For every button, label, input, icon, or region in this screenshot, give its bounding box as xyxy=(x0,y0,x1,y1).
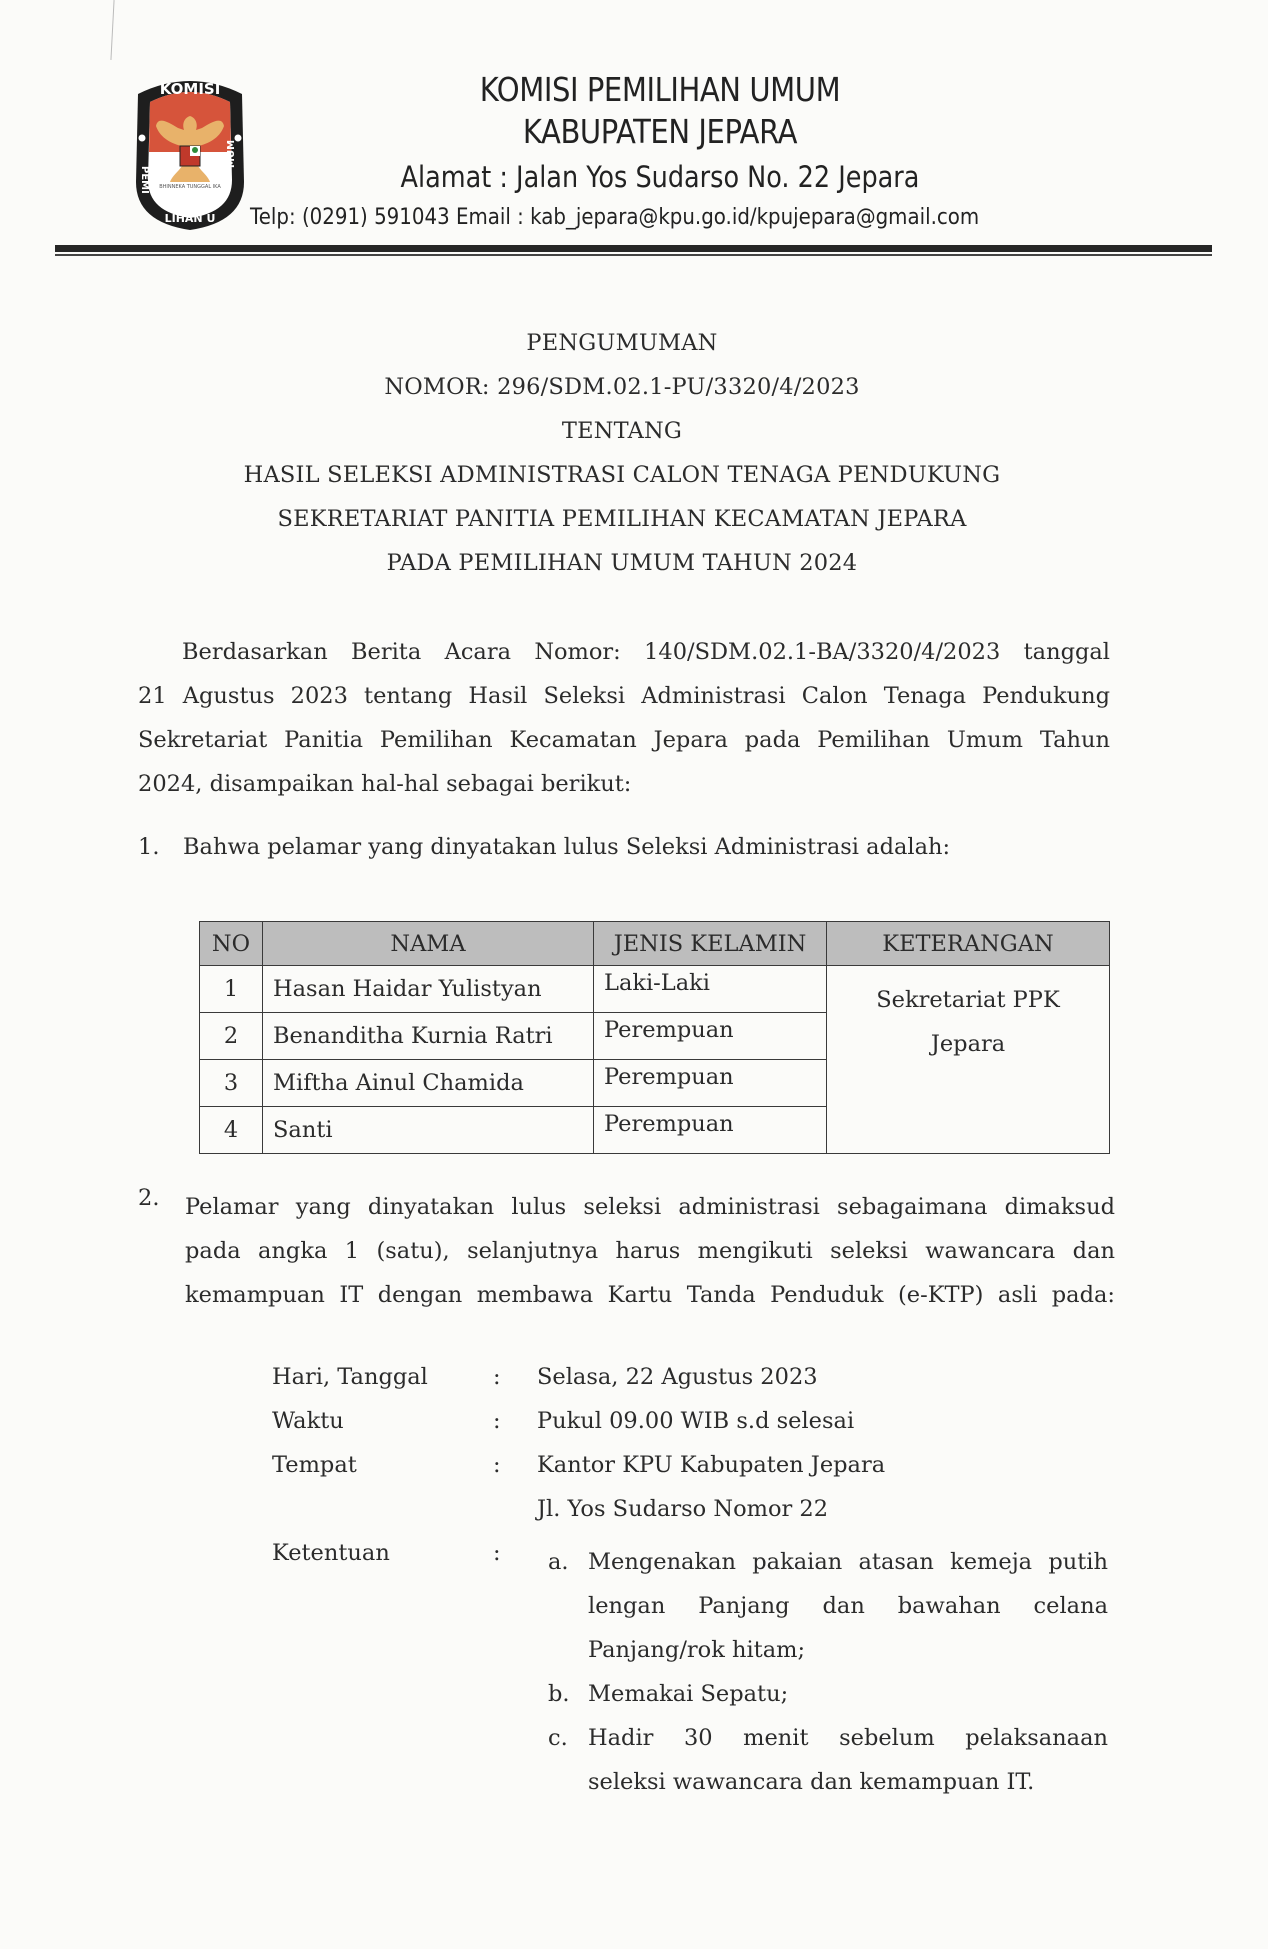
org-address: Alamat : Jalan Yos Sudarso No. 22 Jepara xyxy=(400,160,920,194)
rules-list xyxy=(548,1540,1108,1804)
keterangan-line: Sekretariat PPK xyxy=(876,987,1060,1013)
letterhead-divider-thick xyxy=(55,245,1212,252)
column-header-keterangan: KETERANGAN xyxy=(827,922,1110,966)
schedule-label-day: Hari, Tanggal xyxy=(272,1364,428,1390)
paragraph-line: pada angka 1 (satu), selanjutnya harus mengikuti seleksi wawancara dan xyxy=(185,1238,1115,1264)
paragraph-line: Berdasarkan Berita Acara Nomor: 140/SDM.02.1-BA/3320/4/2023 tanggal xyxy=(182,639,1110,665)
rule-marker: c. xyxy=(548,1725,568,1751)
cell-nama: Benanditha Kurnia Ratri xyxy=(263,1013,594,1060)
cell-jenis-kelamin: Perempuan xyxy=(594,1013,827,1060)
schedule-value-time: Pukul 09.00 WIB s.d selesai xyxy=(537,1408,855,1434)
cell-nama: Santi xyxy=(263,1107,594,1154)
document-about: TENTANG xyxy=(561,418,683,444)
rule-item xyxy=(548,1540,1108,1672)
schedule-separator: : xyxy=(493,1364,501,1390)
table-header-row xyxy=(200,922,1110,966)
cell-no: 3 xyxy=(200,1060,263,1107)
passed-applicants-table xyxy=(199,921,1110,1154)
intro-paragraph xyxy=(138,630,1110,806)
schedule-value-place: Kantor KPU Kabupaten Jepara xyxy=(537,1452,886,1478)
table-row xyxy=(200,966,1110,1013)
cell-nama: Hasan Haidar Yulistyan xyxy=(263,966,594,1013)
org-name-line1: KOMISI PEMILIHAN UMUM xyxy=(479,70,841,109)
point-number: 1. xyxy=(138,834,160,860)
point-2-paragraph xyxy=(185,1185,1115,1317)
kpu-emblem-icon xyxy=(128,72,252,232)
svg-text:PEMI: PEMI xyxy=(139,166,150,194)
kpu-logo xyxy=(128,72,252,232)
rule-line: Mengenakan pakaian atasan kemeja putih xyxy=(588,1549,1108,1575)
keterangan-line: Jepara xyxy=(930,1031,1006,1057)
schedule-label-place: Tempat xyxy=(272,1452,357,1478)
svg-text:BHINNEKA TUNGGAL IKA: BHINNEKA TUNGGAL IKA xyxy=(159,184,221,190)
document-subject-line: HASIL SELEKSI ADMINISTRASI CALON TENAGA PENDUKUNG xyxy=(243,462,1001,488)
cell-keterangan xyxy=(827,966,1110,1154)
paragraph-line: Sekretariat Panitia Pemilihan Kecamatan Jepara pada Pemilihan Umum Tahun xyxy=(138,727,1110,753)
document-subject-line: SEKRETARIAT PANITIA PEMILIHAN KECAMATAN JEPARA xyxy=(277,506,967,532)
rule-marker: b. xyxy=(548,1681,570,1707)
org-contact: Telp: (0291) 591043 Email : kab_jepara@kpu.go.id/kpujepara@gmail.com xyxy=(250,205,980,230)
column-header-jenis-kelamin: JENIS KELAMIN xyxy=(594,922,827,966)
rule-item xyxy=(548,1716,1108,1804)
rule-line: Memakai Sepatu; xyxy=(588,1681,789,1707)
cell-no: 4 xyxy=(200,1107,263,1154)
cell-jenis-kelamin: Perempuan xyxy=(594,1107,827,1154)
schedule-separator: : xyxy=(493,1452,501,1478)
document-subject-line: PADA PEMILIHAN UMUM TAHUN 2024 xyxy=(386,550,858,576)
rule-marker: a. xyxy=(548,1549,569,1575)
cell-no: 1 xyxy=(200,966,263,1013)
rule-line: lengan Panjang dan bawahan celana xyxy=(588,1593,1108,1619)
rule-line: Hadir 30 menit sebelum pelaksanaan xyxy=(588,1725,1108,1751)
column-header-nama: NAMA xyxy=(263,922,594,966)
schedule-label-time: Waktu xyxy=(272,1408,344,1434)
svg-text:LIHAN U: LIHAN U xyxy=(164,212,216,225)
svg-text:MUM: MUM xyxy=(226,139,237,168)
paragraph-line: Pelamar yang dinyatakan lulus seleksi administrasi sebagaimana dimaksud xyxy=(185,1194,1115,1220)
rule-line: Panjang/rok hitam; xyxy=(588,1637,806,1663)
letterhead-divider-thin xyxy=(55,254,1212,256)
scan-artifact-line xyxy=(110,0,114,60)
cell-jenis-kelamin: Perempuan xyxy=(594,1060,827,1107)
point-text: Bahwa pelamar yang dinyatakan lulus Seleksi Administrasi adalah: xyxy=(183,834,951,860)
schedule-separator: : xyxy=(493,1540,501,1566)
org-name-line2: KABUPATEN JEPARA xyxy=(522,112,798,151)
point-number: 2. xyxy=(138,1185,160,1211)
cell-no: 2 xyxy=(200,1013,263,1060)
rule-item xyxy=(548,1672,1108,1716)
schedule-value-place-address: Jl. Yos Sudarso Nomor 22 xyxy=(537,1496,829,1522)
column-header-no: NO xyxy=(200,922,263,966)
document-number: NOMOR: 296/SDM.02.1-PU/3320/4/2023 xyxy=(384,374,860,400)
rule-line: seleksi wawancara dan kemampuan IT. xyxy=(588,1769,1035,1795)
paragraph-line: 2024, disampaikan hal-hal sebagai berikut: xyxy=(138,771,632,797)
paragraph-line: kemampuan IT dengan membawa Kartu Tanda Penduduk (e-KTP) asli pada: xyxy=(185,1282,1115,1308)
schedule-separator: : xyxy=(493,1408,501,1434)
svg-text:KOMISI: KOMISI xyxy=(159,80,221,98)
cell-nama: Miftha Ainul Chamida xyxy=(263,1060,594,1107)
document-type: PENGUMUMAN xyxy=(526,330,718,356)
paragraph-line: 21 Agustus 2023 tentang Hasil Seleksi Administrasi Calon Tenaga Pendukung xyxy=(138,683,1110,709)
schedule-label-rules: Ketentuan xyxy=(272,1540,390,1566)
schedule-value-day: Selasa, 22 Agustus 2023 xyxy=(537,1364,818,1390)
cell-jenis-kelamin: Laki-Laki xyxy=(594,966,827,1013)
